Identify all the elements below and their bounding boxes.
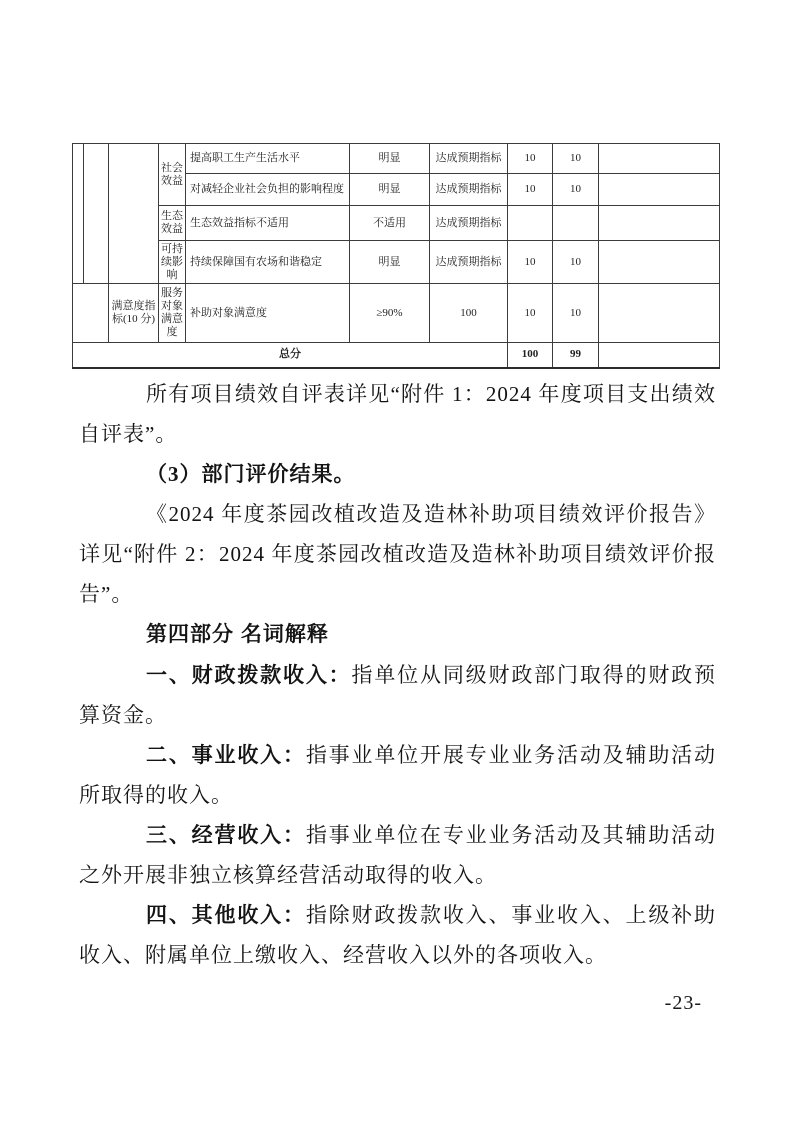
cell-remark (599, 343, 720, 368)
empty-continuation-cell (84, 144, 109, 284)
term-label: 一、财政拨款收入： (146, 663, 352, 687)
term-label: 四、其他收入： (146, 903, 306, 927)
cell-remark (599, 241, 720, 284)
paragraph-text: 《2024 年度茶园改植改造及造林补助项目绩效评价报告》详见“附件 2：2024 年度茶园改植改造及造林补助项目绩效评价报告”。 (79, 502, 716, 606)
cell-got-score: 10 (553, 174, 599, 206)
performance-score-table (72, 143, 720, 369)
table-row (73, 241, 720, 284)
table-row (73, 144, 720, 174)
empty-continuation-cell (109, 144, 159, 284)
cell-actual-value: 达成预期指标 (430, 206, 508, 241)
body-text (79, 374, 716, 975)
empty-continuation-cell (73, 144, 84, 284)
term-definition: 指单位从同级财政部门取得的财政预算资金。 (79, 663, 716, 727)
cell-target-value: 明显 (350, 241, 430, 284)
heading-part4-glossary (79, 614, 716, 655)
term-paragraph-other-income (79, 895, 716, 975)
cell-got-score (553, 206, 599, 241)
cell-actual-value: 100 (430, 284, 508, 343)
cell-remark (599, 174, 720, 206)
term-label: 二、事业收入： (146, 743, 306, 767)
total-label-cell: 总分 (73, 343, 508, 368)
term-definition: 指事业单位在专业业务活动及其辅助活动之外开展非独立核算经营活动取得的收入。 (79, 823, 717, 887)
cell-score: 10 (508, 284, 553, 343)
table-total-row (73, 343, 720, 368)
cell-remark (599, 284, 720, 343)
group-cell-social-benefit: 社会效益 (159, 144, 186, 206)
group-cell-satisfaction-level1: 满意度指标(10 分) (109, 284, 159, 343)
paragraph-dept-eval-report (79, 494, 716, 614)
table-row (73, 284, 720, 343)
cell-actual-value: 达成预期指标 (430, 144, 508, 174)
cell-target-value: ≥90% (350, 284, 430, 343)
term-paragraph-fiscal-appropriation (79, 655, 716, 735)
cell-remark (599, 206, 720, 241)
paragraph-self-eval-tables (79, 374, 716, 454)
term-paragraph-operating-income (79, 735, 716, 815)
table-row (73, 206, 720, 241)
page-number: -23- (664, 992, 702, 1014)
cell-indicator: 生态效益指标不适用 (186, 206, 350, 241)
heading-dept-eval-result (79, 454, 716, 494)
heading-text: 第四部分 名词解释 (146, 623, 329, 646)
cell-indicator: 提高职工生产生活水平 (186, 144, 350, 174)
cell-got-score: 10 (553, 284, 599, 343)
cell-indicator: 持续保障国有农场和谐稳定 (186, 241, 350, 284)
cell-indicator: 补助对象满意度 (186, 284, 350, 343)
group-cell-sustainability: 可持续影响 (159, 241, 186, 284)
empty-continuation-cell (73, 284, 109, 343)
cell-score (508, 206, 553, 241)
cell-score: 10 (508, 144, 553, 174)
cell-target-value: 明显 (350, 144, 430, 174)
term-paragraph-business-income (79, 815, 716, 895)
term-label: 三、经营收入： (146, 823, 306, 847)
cell-target-value: 不适用 (350, 206, 430, 241)
total-got-cell: 99 (553, 343, 599, 368)
cell-target-value: 明显 (350, 174, 430, 206)
term-definition: 指除财政拨款收入、事业收入、上级补助收入、附属单位上缴收入、经营收入以外的各项收入。 (79, 903, 717, 967)
cell-actual-value: 达成预期指标 (430, 241, 508, 284)
cell-actual-value: 达成预期指标 (430, 174, 508, 206)
term-definition: 指事业单位开展专业业务活动及辅助活动所取得的收入。 (79, 743, 717, 807)
group-cell-satisfaction-level2: 服务对象满意度 (159, 284, 186, 343)
cell-score: 10 (508, 174, 553, 206)
cell-got-score: 10 (553, 241, 599, 284)
total-score-cell: 100 (508, 343, 553, 368)
cell-got-score: 10 (553, 144, 599, 174)
cell-remark (599, 144, 720, 174)
group-cell-eco-benefit: 生态效益 (159, 206, 186, 241)
heading-text: （3）部门评价结果。 (146, 462, 356, 486)
cell-score: 10 (508, 241, 553, 284)
paragraph-text: 所有项目绩效自评表详见“附件 1：2024 年度项目支出绩效自评表”。 (79, 382, 716, 446)
cell-indicator: 对减轻企业社会负担的影响程度 (186, 174, 350, 206)
